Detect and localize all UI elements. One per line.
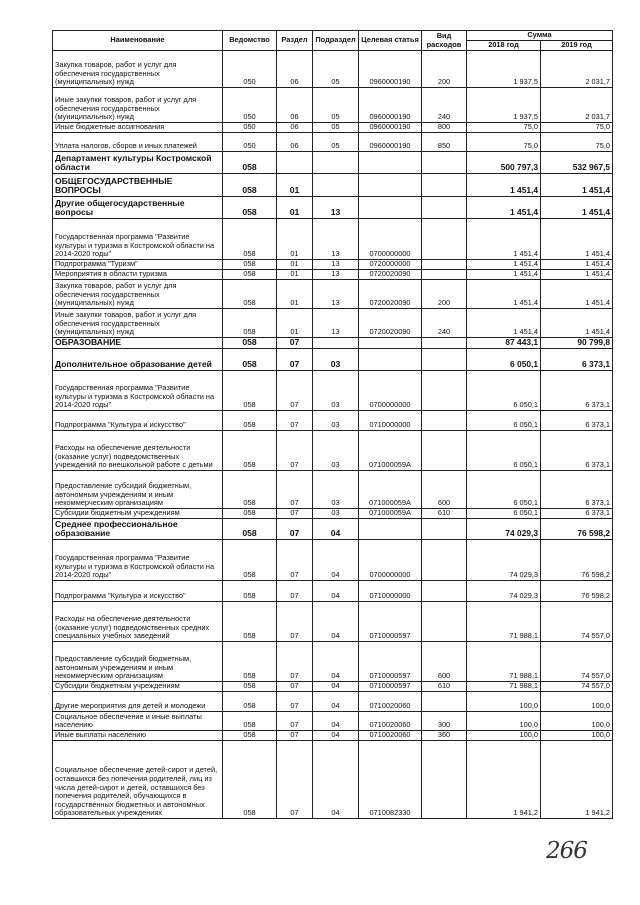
cell-p: 13	[313, 270, 359, 280]
cell-s2018: 87 443,1	[467, 338, 541, 349]
cell-r: 07	[277, 349, 313, 371]
cell-r: 07	[277, 642, 313, 682]
cell-s2019: 100,0	[541, 712, 613, 731]
cell-s2018: 1 451,4	[467, 280, 541, 309]
cell-s2019: 2 031,7	[541, 51, 613, 88]
cell-s2019: 6 373,1	[541, 411, 613, 431]
cell-cs: 0720020090	[359, 280, 422, 309]
cell-cs: 0710020060	[359, 712, 422, 731]
table-row	[53, 219, 613, 260]
table-row	[53, 338, 613, 349]
table-row	[53, 411, 613, 431]
cell-p: 03	[313, 371, 359, 411]
cell-s2019: 6 373,1	[541, 349, 613, 371]
cell-p: 04	[313, 642, 359, 682]
cell-name: Подпрограмма "Культура и искусство"	[53, 581, 223, 602]
cell-cs: 071000059А	[359, 509, 422, 519]
cell-vr: 850	[422, 133, 467, 152]
cell-v: 058	[223, 349, 277, 371]
budget-sheet	[52, 30, 612, 819]
cell-p: 04	[313, 540, 359, 581]
cell-r: 06	[277, 51, 313, 88]
cell-vr: 240	[422, 88, 467, 123]
table-row	[53, 51, 613, 88]
cell-r: 07	[277, 519, 313, 540]
cell-r: 01	[277, 309, 313, 338]
cell-p: 03	[313, 431, 359, 471]
cell-v: 050	[223, 133, 277, 152]
cell-cs	[359, 152, 422, 174]
cell-s2019: 1 451,4	[541, 270, 613, 280]
cell-name: Предоставление субсидий бюджетным, автономным учреждениям и иным некоммерческим организациям	[53, 471, 223, 509]
cell-name: Иные выплаты населению	[53, 731, 223, 741]
cell-p: 03	[313, 471, 359, 509]
cell-v: 058	[223, 431, 277, 471]
cell-r: 07	[277, 692, 313, 712]
cell-s2018: 6 050,1	[467, 509, 541, 519]
table-row	[53, 309, 613, 338]
cell-s2018: 500 797,3	[467, 152, 541, 174]
table-row	[53, 260, 613, 270]
cell-vr	[422, 540, 467, 581]
cell-vr	[422, 741, 467, 819]
cell-cs	[359, 349, 422, 371]
cell-vr: 200	[422, 280, 467, 309]
cell-cs	[359, 519, 422, 540]
table-row	[53, 349, 613, 371]
cell-s2019: 6 373,1	[541, 509, 613, 519]
cell-v: 050	[223, 51, 277, 88]
cell-s2018: 75,0	[467, 123, 541, 133]
cell-vr: 600	[422, 642, 467, 682]
cell-r: 07	[277, 602, 313, 642]
cell-s2019: 100,0	[541, 692, 613, 712]
cell-vr	[422, 692, 467, 712]
cell-cs: 0710020060	[359, 731, 422, 741]
cell-s2019: 1 451,4	[541, 260, 613, 270]
cell-s2018: 1 451,4	[467, 219, 541, 260]
cell-s2018: 74 029,3	[467, 519, 541, 540]
cell-p: 05	[313, 51, 359, 88]
table-row	[53, 174, 613, 197]
cell-name: Дополнительное образование детей	[53, 349, 223, 371]
budget-table	[52, 30, 613, 819]
cell-r: 06	[277, 123, 313, 133]
cell-s2019: 6 373,1	[541, 371, 613, 411]
cell-p	[313, 174, 359, 197]
header-vedomstvo: Ведомство	[223, 31, 277, 51]
cell-v: 058	[223, 260, 277, 270]
cell-v: 058	[223, 371, 277, 411]
cell-vr: 600	[422, 471, 467, 509]
cell-v: 058	[223, 509, 277, 519]
cell-name: Предоставление субсидий бюджетным, автономным учреждениям и иным некоммерческим организациям	[53, 642, 223, 682]
cell-v: 058	[223, 152, 277, 174]
table-row	[53, 133, 613, 152]
cell-name: Мероприятия в области туризма	[53, 270, 223, 280]
table-row	[53, 123, 613, 133]
cell-v: 058	[223, 602, 277, 642]
cell-s2018: 1 937,5	[467, 51, 541, 88]
cell-p: 13	[313, 197, 359, 219]
cell-cs: 0710000597	[359, 682, 422, 692]
cell-name: Иные закупки товаров, работ и услуг для обеспечения государственных (муниципальных) нужд	[53, 309, 223, 338]
cell-vr: 200	[422, 51, 467, 88]
cell-vr	[422, 411, 467, 431]
cell-vr: 300	[422, 712, 467, 731]
cell-r: 01	[277, 280, 313, 309]
cell-vr	[422, 152, 467, 174]
cell-s2019: 6 373,1	[541, 471, 613, 509]
cell-r: 07	[277, 471, 313, 509]
cell-s2018: 1 937,5	[467, 88, 541, 123]
cell-s2019: 2 031,7	[541, 88, 613, 123]
cell-p: 13	[313, 219, 359, 260]
table-row	[53, 371, 613, 411]
cell-r: 01	[277, 270, 313, 280]
table-row	[53, 197, 613, 219]
cell-v: 058	[223, 471, 277, 509]
cell-s2018: 6 050,1	[467, 471, 541, 509]
cell-p: 13	[313, 309, 359, 338]
cell-r: 07	[277, 540, 313, 581]
table-row	[53, 712, 613, 731]
cell-s2019: 6 373,1	[541, 431, 613, 471]
cell-vr	[422, 349, 467, 371]
cell-vr	[422, 219, 467, 260]
table-row	[53, 431, 613, 471]
cell-cs: 0720000000	[359, 260, 422, 270]
cell-s2019: 74 557,0	[541, 642, 613, 682]
cell-s2018: 71 988,1	[467, 682, 541, 692]
cell-r: 07	[277, 731, 313, 741]
cell-vr: 800	[422, 123, 467, 133]
cell-s2018: 100,0	[467, 712, 541, 731]
table-row	[53, 602, 613, 642]
cell-s2019: 1 451,4	[541, 280, 613, 309]
cell-p	[313, 338, 359, 349]
cell-s2019: 74 557,0	[541, 682, 613, 692]
cell-vr	[422, 431, 467, 471]
cell-name: Среднее профессиональное образование	[53, 519, 223, 540]
header-2019: 2019 год	[541, 41, 613, 51]
cell-cs: 0710000597	[359, 642, 422, 682]
cell-cs: 0960000190	[359, 51, 422, 88]
cell-s2018: 71 988,1	[467, 602, 541, 642]
cell-vr: 240	[422, 309, 467, 338]
cell-name: Закупка товаров, работ и услуг для обеспечения государственных (муниципальных) нужд	[53, 51, 223, 88]
cell-s2018: 6 050,1	[467, 431, 541, 471]
header-celevaya-statya: Целевая статья	[359, 31, 422, 51]
table-row	[53, 270, 613, 280]
cell-s2018: 1 451,4	[467, 197, 541, 219]
cell-name: Государственная программа "Развитие культуры и туризма в Костромской области на 2014-2020 годы"	[53, 219, 223, 260]
header-2018: 2018 год	[467, 41, 541, 51]
cell-s2019: 1 451,4	[541, 197, 613, 219]
cell-v: 058	[223, 741, 277, 819]
table-row	[53, 519, 613, 540]
page-number: 266	[546, 838, 587, 864]
cell-v: 058	[223, 692, 277, 712]
cell-v: 058	[223, 731, 277, 741]
cell-s2018: 74 029,3	[467, 581, 541, 602]
cell-r: 06	[277, 88, 313, 123]
cell-p: 05	[313, 123, 359, 133]
cell-p: 04	[313, 741, 359, 819]
cell-r: 07	[277, 741, 313, 819]
header-podrazdel: Подраздел	[313, 31, 359, 51]
cell-r: 07	[277, 509, 313, 519]
cell-r: 07	[277, 371, 313, 411]
cell-r: 01	[277, 219, 313, 260]
cell-vr	[422, 174, 467, 197]
cell-name: Иные закупки товаров, работ и услуг для обеспечения государственных (муниципальных) нужд	[53, 88, 223, 123]
cell-p: 04	[313, 581, 359, 602]
cell-p: 13	[313, 280, 359, 309]
cell-vr	[422, 260, 467, 270]
cell-p: 03	[313, 411, 359, 431]
table-row	[53, 682, 613, 692]
cell-cs: 071000059А	[359, 431, 422, 471]
cell-s2019: 90 799,8	[541, 338, 613, 349]
cell-p: 05	[313, 133, 359, 152]
cell-vr: 610	[422, 509, 467, 519]
cell-p: 03	[313, 509, 359, 519]
cell-r: 01	[277, 197, 313, 219]
cell-p: 05	[313, 88, 359, 123]
header-name: Наименование	[53, 31, 223, 51]
cell-r: 07	[277, 682, 313, 692]
cell-r: 07	[277, 581, 313, 602]
table-row	[53, 152, 613, 174]
cell-vr	[422, 197, 467, 219]
table-row	[53, 471, 613, 509]
cell-vr: 360	[422, 731, 467, 741]
table-row	[53, 509, 613, 519]
header-summa: Сумма	[467, 31, 613, 41]
cell-cs: 0720020090	[359, 270, 422, 280]
cell-s2019: 1 941,2	[541, 741, 613, 819]
cell-vr	[422, 371, 467, 411]
cell-name: Государственная программа "Развитие культуры и туризма в Костромской области на 2014-2020 годы"	[53, 540, 223, 581]
table-row	[53, 540, 613, 581]
cell-s2018: 75,0	[467, 133, 541, 152]
cell-s2019: 76 598,2	[541, 581, 613, 602]
header-razdel: Раздел	[277, 31, 313, 51]
cell-s2019: 1 451,4	[541, 219, 613, 260]
cell-p: 04	[313, 731, 359, 741]
cell-r: 01	[277, 174, 313, 197]
cell-r: 01	[277, 260, 313, 270]
cell-name: Другие общегосударственные вопросы	[53, 197, 223, 219]
cell-v: 058	[223, 540, 277, 581]
table-row	[53, 88, 613, 123]
cell-cs: 0710082330	[359, 741, 422, 819]
cell-cs: 0720020090	[359, 309, 422, 338]
cell-s2019: 76 598,2	[541, 519, 613, 540]
table-row	[53, 581, 613, 602]
cell-v: 058	[223, 411, 277, 431]
cell-v: 058	[223, 219, 277, 260]
cell-v: 058	[223, 174, 277, 197]
cell-s2018: 100,0	[467, 692, 541, 712]
cell-v: 058	[223, 280, 277, 309]
table-row	[53, 731, 613, 741]
cell-s2019: 100,0	[541, 731, 613, 741]
cell-cs: 0960000190	[359, 88, 422, 123]
cell-v: 058	[223, 197, 277, 219]
cell-s2018: 1 451,4	[467, 270, 541, 280]
cell-r: 06	[277, 133, 313, 152]
cell-s2018: 6 050,1	[467, 411, 541, 431]
cell-name: Уплата налогов, сборов и иных платежей	[53, 133, 223, 152]
cell-s2018: 71 988,1	[467, 642, 541, 682]
cell-cs: 071000059А	[359, 471, 422, 509]
cell-p: 04	[313, 712, 359, 731]
cell-v: 050	[223, 123, 277, 133]
cell-name: Социальное обеспечение и иные выплаты населению	[53, 712, 223, 731]
cell-vr	[422, 270, 467, 280]
cell-cs	[359, 197, 422, 219]
cell-name: Расходы на обеспечение деятельности (оказание услуг) подведомственных средних специальных учебных заведений	[53, 602, 223, 642]
cell-cs: 0710000000	[359, 581, 422, 602]
cell-v: 058	[223, 712, 277, 731]
cell-cs: 0710000000	[359, 411, 422, 431]
cell-s2019: 75,0	[541, 133, 613, 152]
cell-v: 058	[223, 519, 277, 540]
cell-name: Субсидии бюджетным учреждениям	[53, 509, 223, 519]
cell-vr: 610	[422, 682, 467, 692]
cell-vr	[422, 519, 467, 540]
cell-s2018: 74 029,3	[467, 540, 541, 581]
cell-name: Социальное обеспечение детей-сирот и детей, оставшихся без попечения родителей, лиц из числа детей-сирот и детей, оставшихся без попечения родителей, обучающихся в государственных бюджетных и автономных образовательных учреждениях	[53, 741, 223, 819]
cell-p: 13	[313, 260, 359, 270]
cell-p: 04	[313, 682, 359, 692]
cell-v: 058	[223, 581, 277, 602]
cell-s2019: 74 557,0	[541, 602, 613, 642]
table-body	[53, 51, 613, 819]
cell-r	[277, 152, 313, 174]
cell-name: Государственная программа "Развитие культуры и туризма в Костромской области на 2014-2020 годы"	[53, 371, 223, 411]
cell-cs: 0710000597	[359, 602, 422, 642]
cell-p: 04	[313, 692, 359, 712]
cell-cs	[359, 174, 422, 197]
cell-s2018: 6 050,1	[467, 371, 541, 411]
cell-v: 058	[223, 338, 277, 349]
cell-v: 058	[223, 682, 277, 692]
cell-vr	[422, 581, 467, 602]
table-row	[53, 642, 613, 682]
cell-r: 07	[277, 411, 313, 431]
cell-cs: 0700000000	[359, 371, 422, 411]
cell-name: Подпрограмма "Туризм"	[53, 260, 223, 270]
cell-name: Подпрограмма "Культура и искусство"	[53, 411, 223, 431]
cell-s2018: 1 451,4	[467, 174, 541, 197]
cell-cs: 0960000190	[359, 123, 422, 133]
cell-s2019: 532 967,5	[541, 152, 613, 174]
cell-r: 07	[277, 338, 313, 349]
cell-p: 03	[313, 349, 359, 371]
cell-name: Закупка товаров, работ и услуг для обеспечения государственных (муниципальных) нужд	[53, 280, 223, 309]
cell-cs: 0960000190	[359, 133, 422, 152]
cell-name: Другие мероприятия для детей и молодежи	[53, 692, 223, 712]
cell-vr	[422, 338, 467, 349]
cell-p: 04	[313, 602, 359, 642]
cell-v: 058	[223, 642, 277, 682]
cell-name: Субсидии бюджетным учреждениям	[53, 682, 223, 692]
header-vid-rashodov: Вид расходов	[422, 31, 467, 51]
cell-s2018: 1 451,4	[467, 260, 541, 270]
cell-cs: 0700000000	[359, 540, 422, 581]
cell-cs: 0700000000	[359, 219, 422, 260]
cell-name: ОБЩЕГОСУДАРСТВЕННЫЕ ВОПРОСЫ	[53, 174, 223, 197]
cell-s2018: 1 451,4	[467, 309, 541, 338]
cell-s2018: 6 050,1	[467, 349, 541, 371]
cell-vr	[422, 602, 467, 642]
cell-s2019: 1 451,4	[541, 309, 613, 338]
cell-name: Иные бюджетные ассигнования	[53, 123, 223, 133]
cell-s2019: 75,0	[541, 123, 613, 133]
cell-cs: 0710020060	[359, 692, 422, 712]
cell-v: 058	[223, 309, 277, 338]
cell-r: 07	[277, 712, 313, 731]
cell-s2019: 76 598,2	[541, 540, 613, 581]
table-row	[53, 741, 613, 819]
cell-s2019: 1 451,4	[541, 174, 613, 197]
cell-name: Расходы на обеспечение деятельности (оказание услуг) подведомственных учреждений по внешкольной работе с детьми	[53, 431, 223, 471]
cell-name: Департамент культуры Костромской области	[53, 152, 223, 174]
cell-v: 058	[223, 270, 277, 280]
cell-s2018: 100,0	[467, 731, 541, 741]
cell-r: 07	[277, 431, 313, 471]
cell-p	[313, 152, 359, 174]
cell-cs	[359, 338, 422, 349]
cell-s2018: 1 941,2	[467, 741, 541, 819]
table-row	[53, 280, 613, 309]
cell-p: 04	[313, 519, 359, 540]
cell-name: ОБРАЗОВАНИЕ	[53, 338, 223, 349]
cell-v: 050	[223, 88, 277, 123]
table-row	[53, 692, 613, 712]
